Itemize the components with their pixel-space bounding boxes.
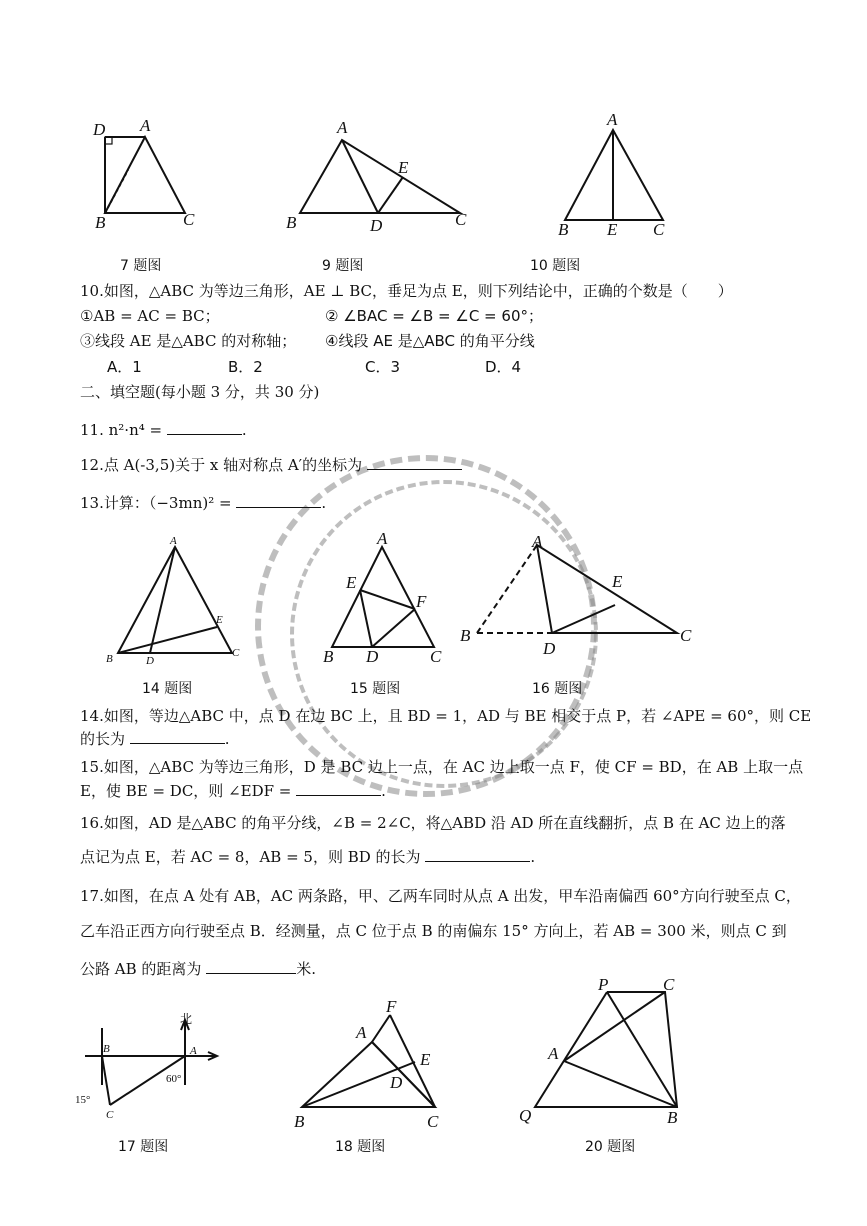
fig9-label-D: D — [370, 216, 383, 235]
fig9-label-B: B — [286, 213, 297, 232]
q13-end: . — [321, 494, 327, 512]
fig15-caption: 15 题图 — [350, 681, 401, 697]
fig10-caption: 10 题图 — [530, 258, 581, 274]
fig15-label-D: D — [366, 647, 379, 666]
q16-line-2 — [80, 846, 535, 867]
fig7-label-B: B — [95, 213, 106, 232]
q17-line-3 — [80, 958, 316, 979]
section-2-heading: 二、填空题(每小题 3 分，共 30 分) — [80, 383, 320, 401]
q13-answer-blank[interactable] — [236, 493, 321, 508]
figure-15 — [320, 529, 450, 670]
fig9-label-C: C — [455, 210, 467, 229]
figure-17 — [70, 1010, 230, 1130]
fig17-angle-60: 60° — [166, 1073, 182, 1085]
q10-statement-1: ①AB = AC = BC； — [80, 307, 220, 325]
fig17-angle-15: 15° — [75, 1094, 91, 1106]
fig16-caption: 16 题图 — [532, 681, 583, 697]
q16-line-2-text: 点记为点 E，若 AC = 8，AB = 5，则 BD 的长为 — [80, 848, 421, 866]
q16-line-1: 16.如图，AD 是△ABC 的角平分线，∠B = 2∠C，将△ABD 沿 AD 所在直线翻折，点 B 在 AC 边上的落 — [80, 814, 786, 832]
q17-end: 米. — [296, 960, 316, 978]
q10-statement-3: ③线段 AE 是△ABC 的对称轴； — [80, 332, 297, 350]
fig10-label-E: E — [607, 220, 618, 239]
q10-statement-4: ④线段 AE 是△ABC 的角平分线 — [325, 332, 535, 350]
fig15-label-F: F — [416, 592, 427, 611]
fig20-label-B: B — [667, 1108, 678, 1127]
fig14-label-D: D — [146, 655, 154, 667]
fig7-label-C: C — [183, 210, 195, 229]
q10-statement-2: ② ∠BAC = ∠B = ∠C = 60°； — [325, 307, 543, 325]
fig17-label-north: 北 — [180, 1012, 193, 1026]
fig17-caption: 17 题图 — [118, 1139, 169, 1155]
fig18-label-E: E — [420, 1050, 431, 1069]
fig18-label-A: A — [356, 1023, 367, 1042]
figure-16 — [455, 525, 705, 660]
q14-answer-blank[interactable] — [130, 729, 225, 744]
q14-line-2 — [80, 728, 230, 749]
q12-line — [80, 454, 462, 475]
q10-option-d: D．4 — [485, 358, 522, 376]
figure-10 — [555, 110, 675, 240]
fig7-label-D: D — [93, 120, 106, 139]
fig9-label-A: A — [337, 118, 348, 137]
fig18-label-F: F — [386, 997, 397, 1016]
fig16-label-D: D — [543, 639, 556, 658]
q14-line-1: 14.如图，等边△ABC 中，点 D 在边 BC 上，且 BD = 1，AD 与 BE 相交于点 P，若 ∠APE = 60°，则 CE — [80, 707, 812, 725]
q14-line-2-text: 的长为 — [80, 730, 126, 748]
fig14-caption: 14 题图 — [142, 681, 193, 697]
fig17-label-B: B — [103, 1043, 110, 1055]
q16-answer-blank[interactable] — [425, 847, 530, 862]
q12-text: 12.点 A(-3,5)关于 x 轴对称点 A′的坐标为 — [80, 456, 363, 474]
q12-answer-blank[interactable] — [367, 455, 462, 470]
q10-option-b: B．2 — [228, 358, 263, 376]
q16-end: . — [530, 848, 536, 866]
figure-7 — [90, 115, 200, 235]
fig16-label-A: A — [532, 532, 543, 551]
q17-line-1: 17.如图，在点 A 处有 AB，AC 两条路，甲、乙两车同时从点 A 出发，甲车沿南偏西 60°方向行驶至点 C， — [80, 887, 801, 905]
q15-answer-blank[interactable] — [296, 781, 381, 796]
q11-line — [80, 420, 247, 439]
fig9-caption: 9 题图 — [322, 258, 364, 274]
fig20-label-Q: Q — [519, 1106, 532, 1125]
fig15-label-B: B — [323, 647, 334, 666]
fig10-label-C: C — [653, 220, 665, 239]
fig18-label-D: D — [390, 1073, 403, 1092]
fig17-label-A: A — [190, 1045, 197, 1057]
q13-line — [80, 492, 326, 513]
q17-line-3-text: 公路 AB 的距离为 — [80, 960, 202, 978]
fig7-label-A: A — [140, 116, 151, 135]
q11-text: 11. n²·n⁴ = — [80, 421, 163, 439]
fig14-label-C: C — [232, 647, 240, 659]
q10-option-c: C．3 — [365, 358, 401, 376]
fig20-label-A: A — [548, 1044, 559, 1063]
fig15-label-A: A — [377, 529, 388, 548]
q11-end: . — [241, 421, 247, 439]
q10-option-a: A．1 — [107, 358, 142, 376]
fig10-label-A: A — [607, 110, 618, 129]
fig16-label-B: B — [460, 626, 471, 645]
q17-line-2: 乙车沿正西方向行驶至点 B．经测量，点 C 位于点 B 的南偏东 15° 方向上，若 AB = 300 米，则点 C 到 — [80, 922, 787, 940]
q13-text: 13.计算：（−3mn)² = — [80, 494, 232, 512]
q15-line-2-text: E，使 BE = DC，则 ∠EDF = — [80, 782, 292, 800]
figure-18 — [290, 997, 450, 1131]
fig18-caption: 18 题图 — [335, 1139, 386, 1155]
fig18-label-C: C — [427, 1112, 439, 1131]
figure-14 — [100, 535, 250, 670]
fig16-label-C: C — [680, 626, 692, 645]
fig15-label-E: E — [346, 573, 357, 592]
fig14-label-E: E — [216, 614, 223, 626]
fig17-label-C: C — [106, 1109, 114, 1121]
fig20-label-C: C — [663, 975, 675, 994]
q15-line-1: 15.如图，△ABC 为等边三角形，D 是 BC 边上一点，在 AC 边上取一点 F，使 CF = BD，在 AB 上取一点 — [80, 758, 804, 776]
fig15-label-C: C — [430, 647, 442, 666]
q15-line-2 — [80, 780, 386, 801]
fig20-label-P: P — [598, 975, 609, 994]
fig14-label-B: B — [106, 653, 113, 665]
fig16-label-E: E — [612, 572, 623, 591]
q14-end: . — [224, 730, 230, 748]
q15-end: . — [381, 782, 386, 800]
fig18-label-B: B — [294, 1112, 305, 1131]
q10-stem: 10.如图，△ABC 为等边三角形，AE ⊥ BC，垂足为点 E，则下列结论中，正确的个数是（ ） — [80, 282, 733, 300]
q11-answer-blank[interactable] — [167, 420, 242, 435]
fig10-label-B: B — [558, 220, 569, 239]
q17-answer-blank[interactable] — [206, 959, 296, 974]
fig9-label-E: E — [398, 158, 409, 177]
fig14-label-A: A — [170, 535, 177, 547]
fig7-caption: 7 题图 — [120, 258, 162, 274]
fig20-caption: 20 题图 — [585, 1139, 636, 1155]
figure-9 — [280, 115, 480, 235]
figure-20 — [515, 975, 695, 1125]
